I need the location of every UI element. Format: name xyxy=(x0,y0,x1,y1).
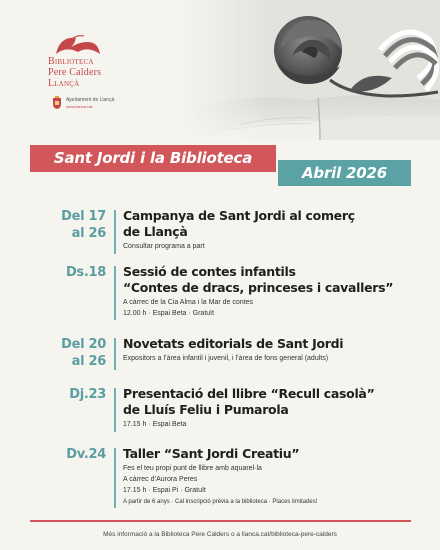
town-shield-icon xyxy=(52,96,62,110)
event-date-line: Dj.23 xyxy=(69,387,106,402)
ajuntament-logo xyxy=(52,96,172,116)
title-banner: Sant Jordi i la Biblioteca xyxy=(30,145,276,172)
event-body xyxy=(123,386,423,430)
event-detail: Expositors a l’àrea infantil i juvenil, i l’àrea de fons general (adults) xyxy=(123,355,329,362)
event-date xyxy=(40,446,106,463)
event-date xyxy=(40,208,106,242)
event-date-line: al 26 xyxy=(71,354,106,369)
event-divider xyxy=(114,448,116,508)
event-detail: 17.15 h · Espai Pi · Gratuït xyxy=(123,487,206,494)
event-divider xyxy=(114,338,116,370)
library-logo xyxy=(48,30,128,89)
footer-info: Més informació a la Biblioteca Pere Calders o a llanca.cat/biblioteca-pere-calders xyxy=(103,531,337,538)
event-detail: A partir de 6 anys · Cal inscripció prèvia a la biblioteca · Places limitades! xyxy=(123,499,318,505)
event-detail: A càrrec de la Cia Alma i la Mar de contes xyxy=(123,299,253,306)
event-title: Presentació del llibre “Recull casolà” xyxy=(123,386,375,401)
ajuntament-name: Ajuntament de Llançà xyxy=(66,97,115,103)
logo-text-llanca: Llançà xyxy=(48,78,80,89)
event-date-line: Dv.24 xyxy=(66,447,106,462)
event-title: de Lluís Feliu i Pumarola xyxy=(123,402,289,417)
event-title: de Llançà xyxy=(123,224,188,239)
event-detail: Fes el teu propi punt de llibre amb aquarel·la xyxy=(123,465,262,472)
date-banner: Abril 2026 xyxy=(278,160,411,186)
event-detail: 17.15 h · Espai Beta xyxy=(123,421,187,428)
event-date-line: Del 20 xyxy=(61,337,106,352)
event-title: “Contes de dracs, princeses i cavallers” xyxy=(123,280,394,295)
event-date-line: Del 17 xyxy=(61,209,106,224)
poster-header xyxy=(0,0,440,140)
event-date xyxy=(40,386,106,403)
event-detail: Consultar programa a part xyxy=(123,243,205,250)
event-divider xyxy=(114,388,116,432)
event-detail: A càrrec d’Aurora Peres xyxy=(123,476,198,483)
event-divider xyxy=(114,210,116,254)
event-title: Sessió de contes infantils xyxy=(123,264,296,279)
event-body xyxy=(123,336,423,364)
event-title: Novetats editorials de Sant Jordi xyxy=(123,336,344,351)
logo-text-pere-calders: Pere Calders xyxy=(48,67,102,78)
event-body xyxy=(123,446,423,507)
book-logo-icon xyxy=(54,30,102,56)
logo-text-biblioteca: Biblioteca xyxy=(48,56,94,67)
rose-book-illustration xyxy=(180,0,440,140)
event-body xyxy=(123,208,423,252)
footer-divider xyxy=(30,520,411,522)
event-divider xyxy=(114,266,116,320)
event-date xyxy=(40,264,106,281)
event-date-line: al 26 xyxy=(71,226,106,241)
event-date xyxy=(40,336,106,370)
event-date-line: Ds.18 xyxy=(65,265,106,280)
event-title: Taller “Sant Jordi Creatiu” xyxy=(123,446,300,461)
event-body xyxy=(123,264,423,319)
event-detail: 12.00 h · Espai Beta · Gratuït xyxy=(123,310,215,317)
event-title: Campanya de Sant Jordi al comerç xyxy=(123,208,355,223)
ajuntament-url: www.llanca.cat xyxy=(66,104,93,109)
